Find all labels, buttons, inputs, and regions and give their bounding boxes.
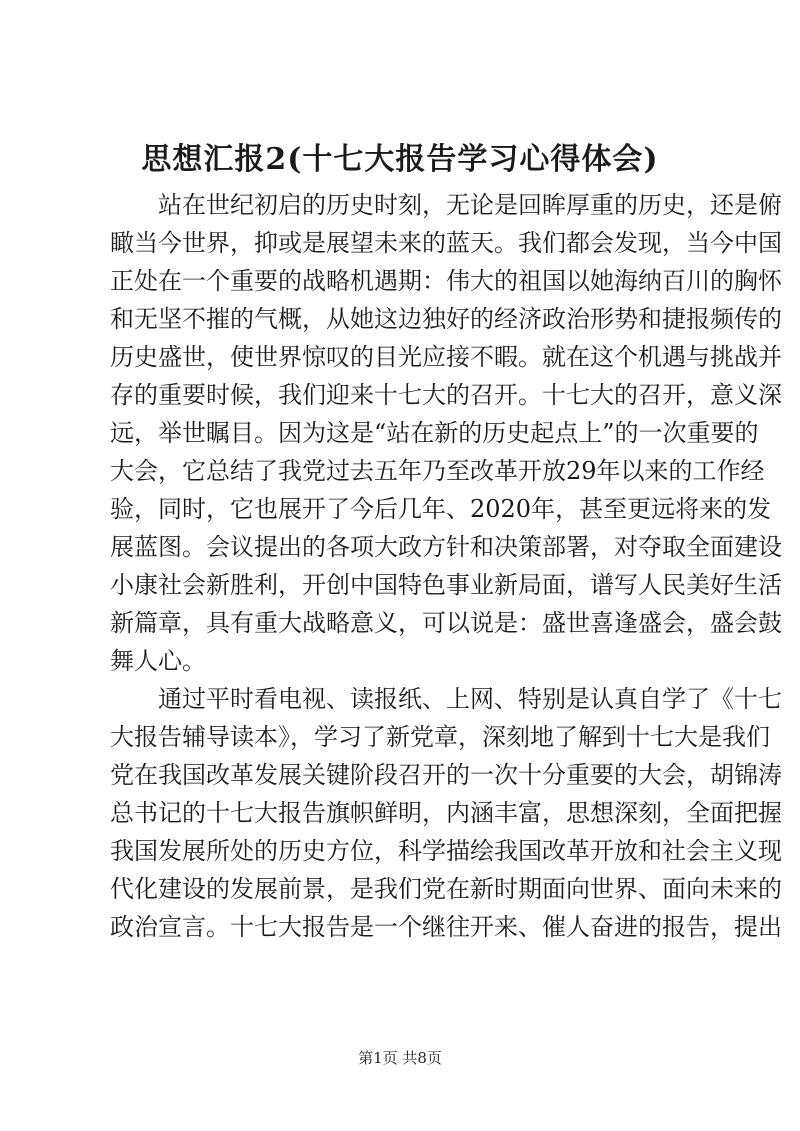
paragraph-1-line: 存的重要时候，我们迎来十七大的召开。十七大的召开，意义深	[110, 381, 782, 409]
paragraph-2-line: 代化建设的发展前景，是我们党在新时期面向世界、面向未来的	[110, 875, 782, 903]
paragraph-2-line: 大报告辅导读本》，学习了新党章，深刻地了解到十七大是我们	[110, 723, 770, 751]
paragraph-2-line: 政治宣言。十七大报告是一个继往开来、催人奋进的报告，提出	[110, 913, 782, 941]
paragraph-1-line: 验，同时，它也展开了今后几年、2020年，甚至更远将来的发	[110, 495, 772, 523]
paragraph-1-line: 正处在一个重要的战略机遇期：伟大的祖国以她海纳百川的胸怀	[110, 267, 782, 295]
paragraph-1-line: 和无坚不摧的气概，从她这边独好的经济政治形势和捷报频传的	[110, 305, 782, 333]
paragraph-2-line: 党在我国改革发展关键阶段召开的一次十分重要的大会，胡锦涛	[110, 761, 782, 789]
paragraph-1-line: 远，举世瞩目。因为这是“站在新的历史起点上”的一次重要的	[110, 419, 759, 447]
paragraph-1-line: 小康社会新胜利，开创中国特色事业新局面，谱写人民美好生活	[110, 571, 782, 599]
paragraph-1-line: 站在世纪初启的历史时刻，无论是回眸厚重的历史，还是俯	[158, 191, 782, 219]
paragraph-1-line: 大会，它总结了我党过去五年乃至改革开放29年以来的工作经	[110, 457, 765, 485]
paragraph-1-line: 舞人心。	[110, 647, 206, 675]
paragraph-1-line: 展蓝图。会议提出的各项大政方针和决策部署，对夺取全面建设	[110, 533, 782, 561]
paragraph-1-line: 新篇章，具有重大战略意义，可以说是：盛世喜逢盛会，盛会鼓	[110, 609, 782, 637]
page-number-footer: 第1页 共8页	[358, 1049, 442, 1067]
document-title: 思想汇报2(十七大报告学习心得体会)	[141, 142, 659, 177]
paragraph-1-line: 历史盛世，使世界惊叹的目光应接不暇。就在这个机遇与挑战并	[110, 343, 782, 371]
paragraph-2-line: 通过平时看电视、读报纸、上网、特别是认真自学了《十七	[158, 685, 782, 713]
paragraph-2-line: 总书记的十七大报告旗帜鲜明，内涵丰富，思想深刻，全面把握	[110, 799, 782, 827]
document-body	[110, 186, 782, 946]
paragraph-1-line: 瞰当今世界，抑或是展望未来的蓝天。我们都会发现，当今中国	[110, 229, 782, 257]
paragraph-2-line: 我国发展所处的历史方位，科学描绘我国改革开放和社会主义现	[110, 837, 782, 865]
